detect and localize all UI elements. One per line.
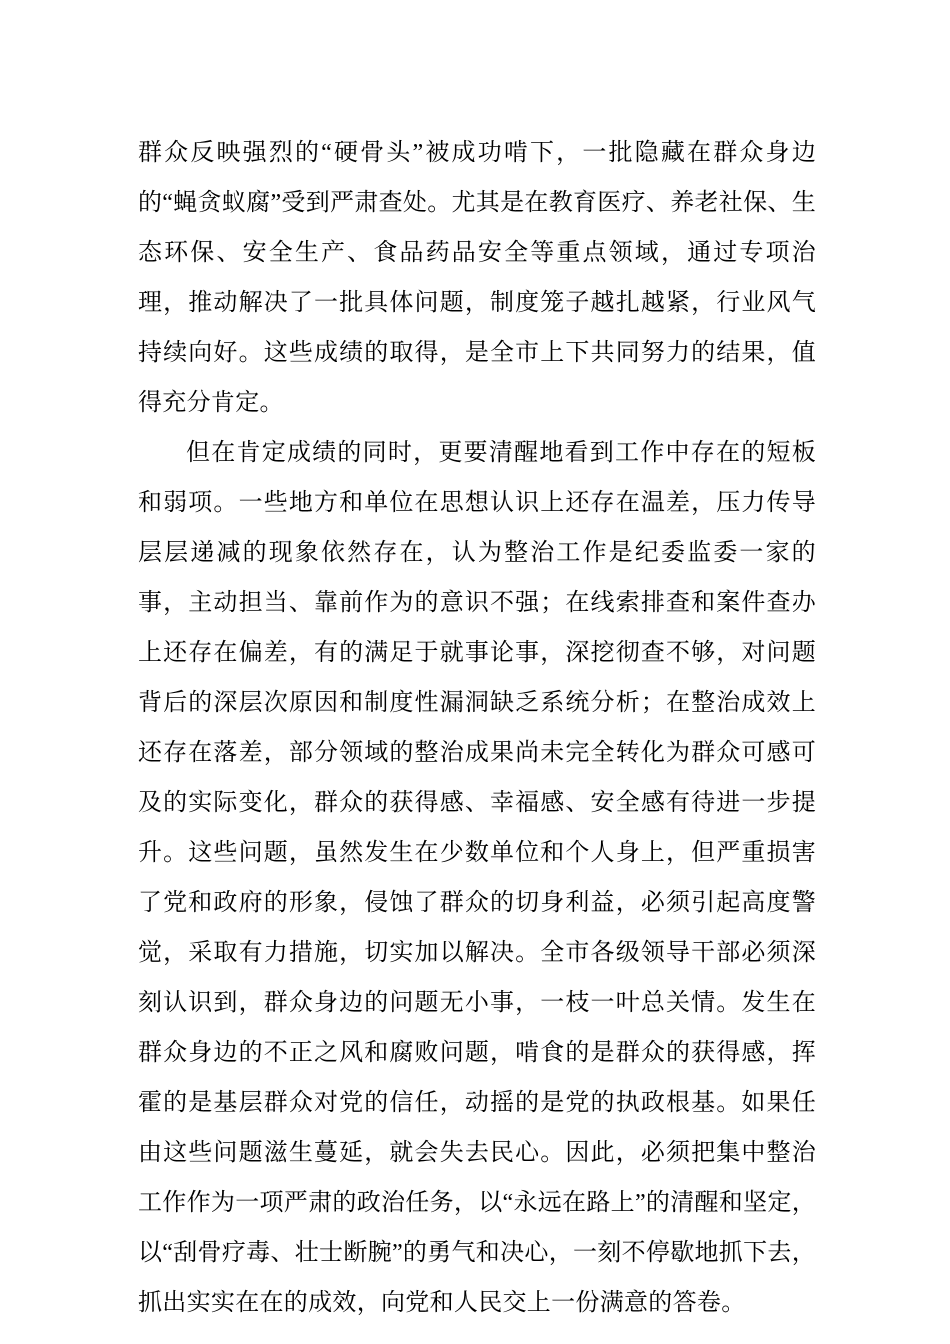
paragraph-continuation: 群众反映强烈的“硬骨头”被成功啃下，一批隐藏在群众身边的“蝇贪蚁腐”受到严肃查处。尤其是在教育医疗、养老社保、生态环保、安全生产、食品药品安全等重点领域，通过专项治理，推动解决了一批具体问题，制度笼子越扎越紧，行业风气持续向好。这些成绩的取得，是全市上下共同努力的结果，值得充分肯定。 (138, 140, 817, 416)
paragraph-shortcomings: 但在肯定成绩的同时，更要清醒地看到工作中存在的短板和弱项。一些地方和单位在思想认识上还存在温差，压力传导层层递减的现象依然存在，认为整治工作是纪委监委一家的事，主动担当、靠前作为的意识不强；在线索排查和案件查办上还存在偏差，有的满足于就事论事，深挖彻查不够，对问题背后的深层次原因和制度性漏洞缺乏系统分析；在整治成效上还存在落差，部分领域的整治成果尚未完全转化为群众可感可及的实际变化，群众的获得感、幸福感、安全感有待进一步提升。这些问题，虽然发生在少数单位和个人身上，但严重损害了党和政府的形象，侵蚀了群众的切身利益，必须引起高度警觉，采取有力措施，切实加以解决。全市各级领导干部必须深刻认识到，群众身边的问题无小事，一枝一叶总关情。发生在群众身边的不正之风和腐败问题，啃食的是群众的获得感，挥霍的是基层群众对党的信任，动摇的是党的执政根基。如果任由这些问题滋生蔓延，就会失去民心。因此，必须把集中整治工作作为一项严肃的政治任务，以“永远在路上”的清醒和坚定，以“刮骨疗毒、壮士断腕”的勇气和决心，一刻不停歇地抓下去，抓出实实在在的成效，向党和人民交上一份满意的答卷。 (138, 440, 817, 1316)
document-body (138, 128, 816, 1328)
